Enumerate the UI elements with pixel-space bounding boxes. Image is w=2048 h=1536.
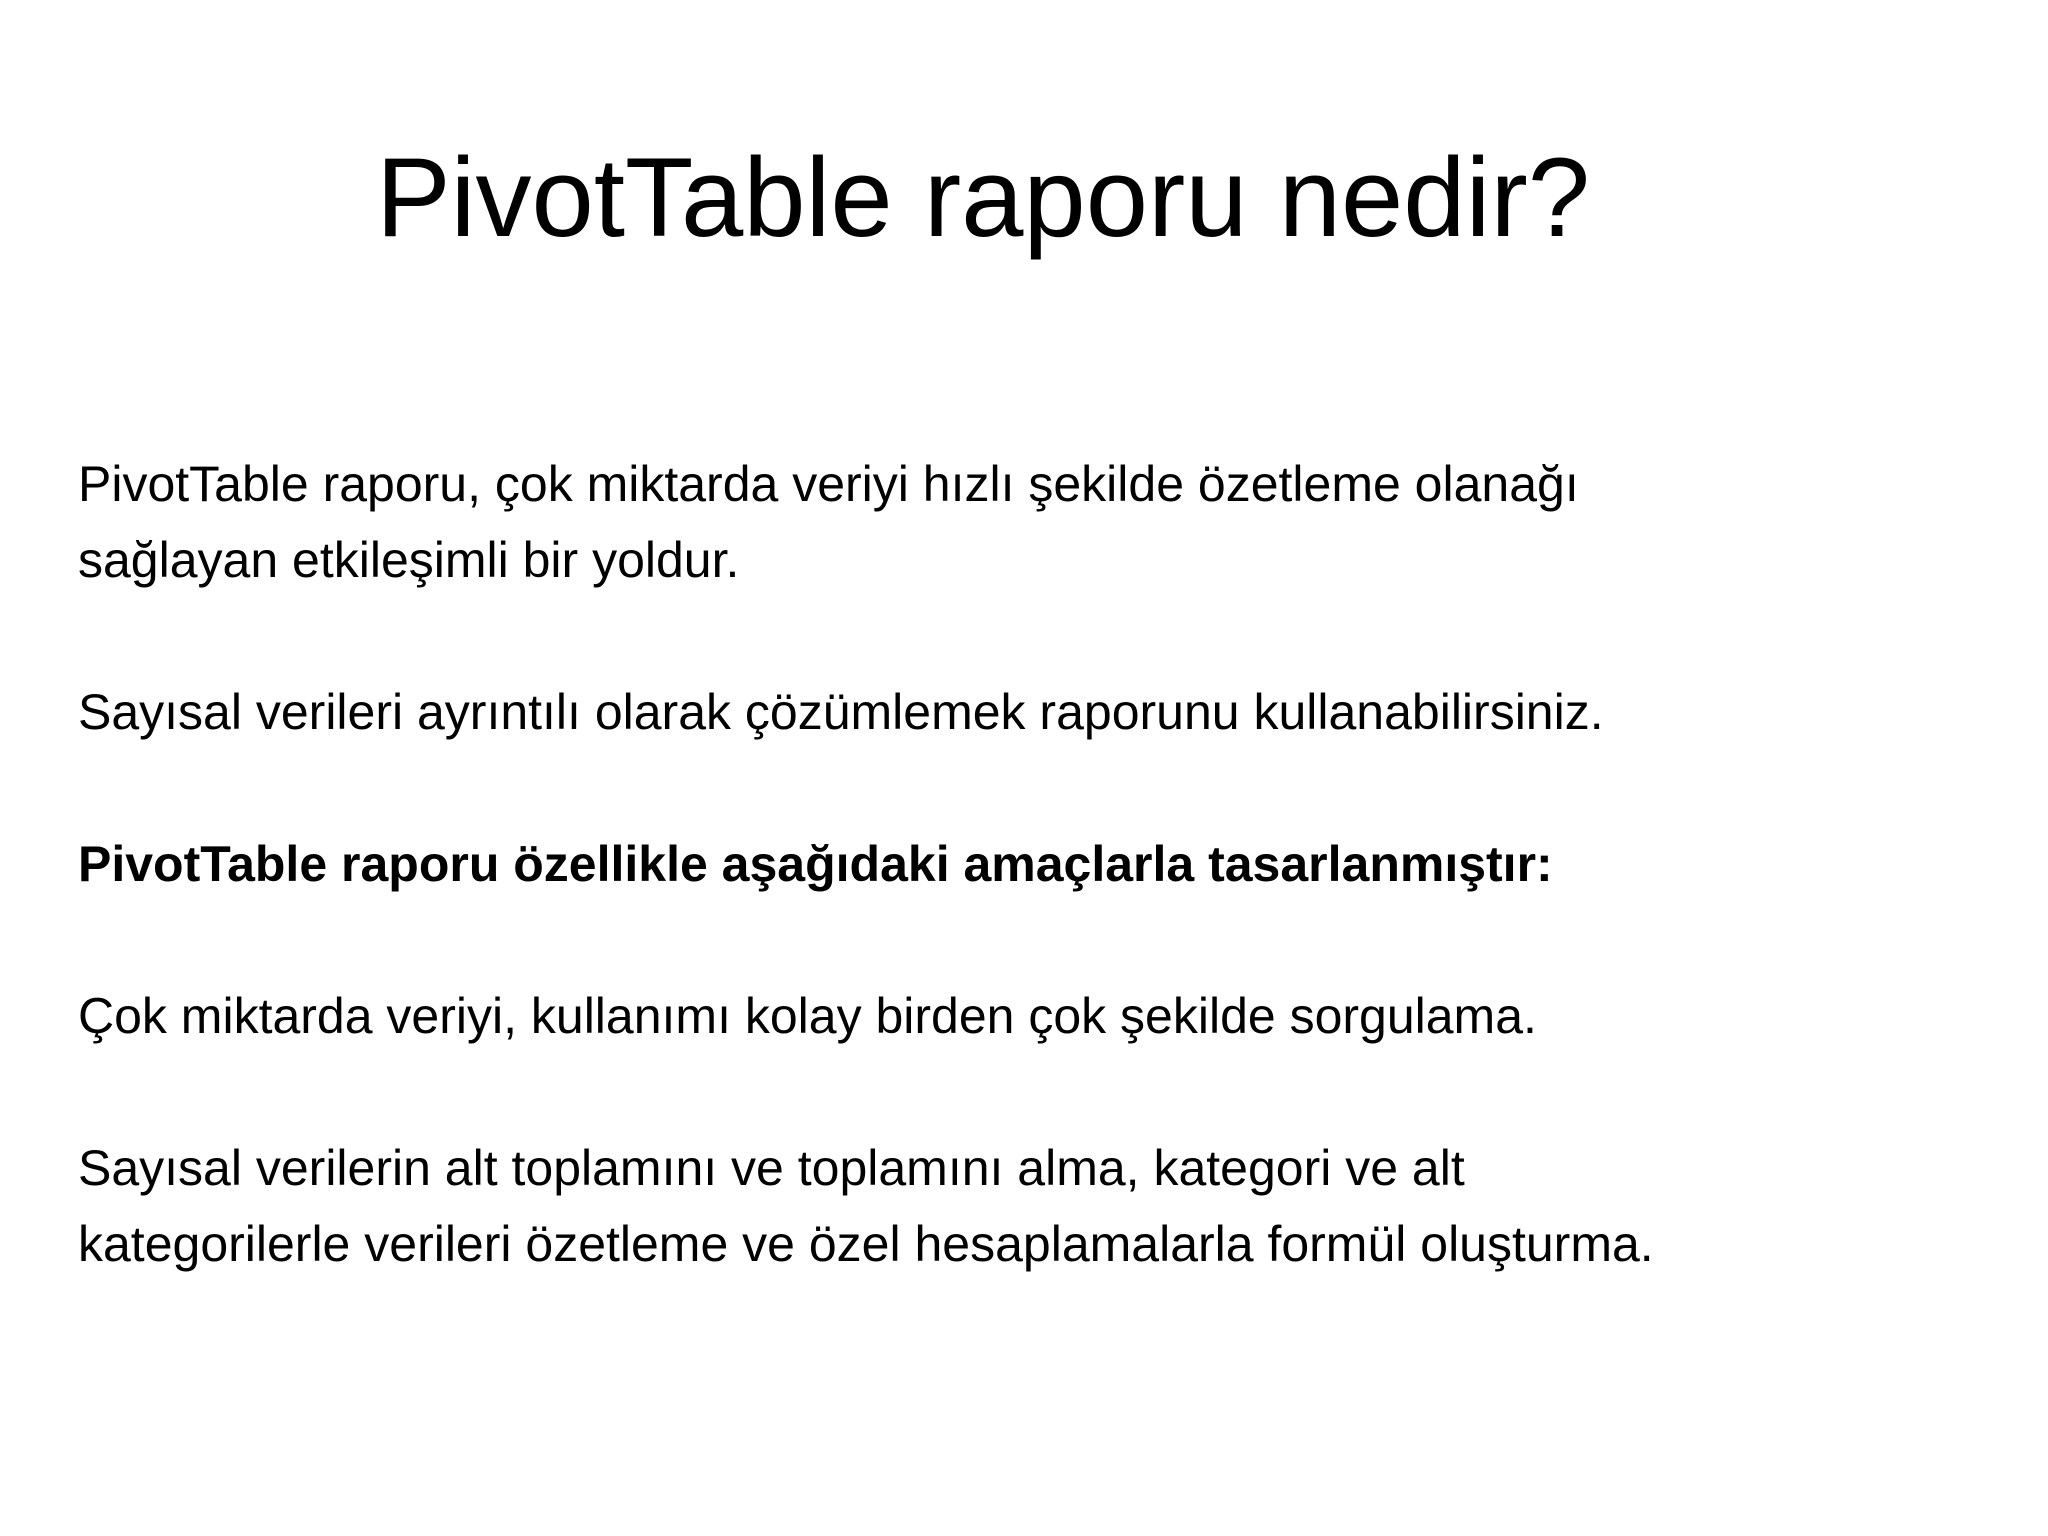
paragraph-line: Sayısal verilerin alt toplamını ve toplamını alma, kategori ve alt	[78, 1140, 1465, 1196]
paragraph-spacer	[78, 1054, 1978, 1130]
paragraph-intro	[78, 446, 1978, 598]
slide-body	[78, 446, 1978, 1282]
paragraph-purpose-heading	[78, 826, 1978, 902]
paragraph-spacer	[78, 598, 1978, 674]
paragraph-line: PivotTable raporu, çok miktarda veriyi hızlı şekilde özetleme olanağı	[78, 456, 1579, 512]
paragraph-line: Sayısal verileri ayrıntılı olarak çözümlemek raporunu kullanabilirsiniz.	[78, 684, 1604, 740]
paragraph-numeric-analysis	[78, 674, 1978, 750]
paragraph-spacer	[78, 902, 1978, 978]
paragraph-querying	[78, 978, 1978, 1054]
paragraph-line: kategorilerle verileri özetleme ve özel hesaplamalarla formül oluşturma.	[78, 1216, 1654, 1272]
paragraph-line: sağlayan etkileşimli bir yoldur.	[78, 532, 740, 588]
paragraph-line: Çok miktarda veriyi, kullanımı kolay birden çok şekilde sorgulama.	[78, 988, 1537, 1044]
slide-title: PivotTable raporu nedir?	[375, 135, 1591, 260]
paragraph-subtotals	[78, 1130, 1978, 1282]
paragraph-spacer	[78, 750, 1978, 826]
paragraph-line-bold: PivotTable raporu özellikle aşağıdaki amaçlarla tasarlanmıştır:	[78, 836, 1553, 892]
